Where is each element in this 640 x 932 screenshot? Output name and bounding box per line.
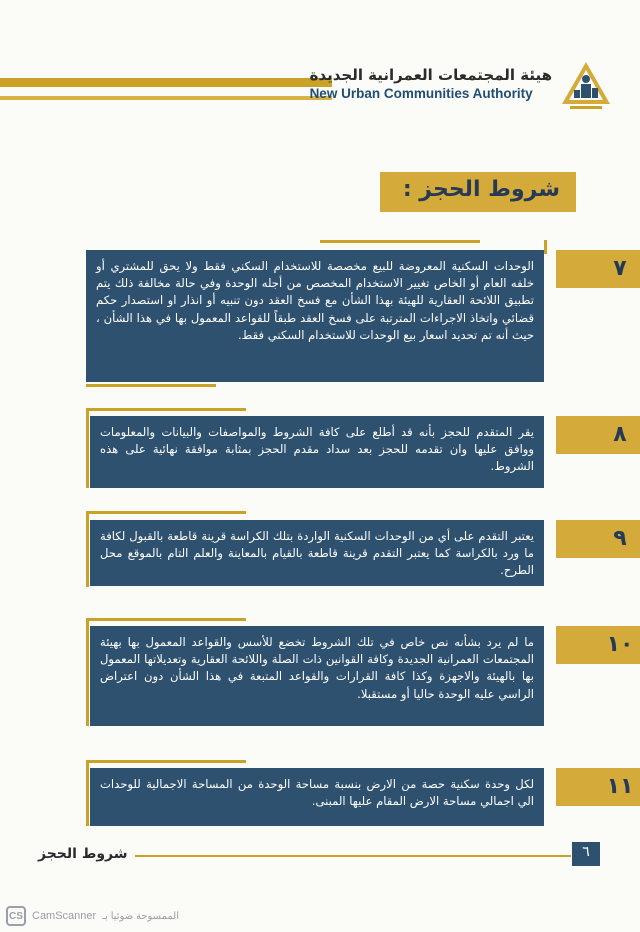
condition-number: ٧ [613, 256, 627, 281]
card-accent-line [86, 511, 246, 514]
condition-card-11 [90, 768, 544, 826]
condition-text: يعتبر التقدم على أي من الوحدات السكنية الواردة بتلك الكراسة قرينة قاطعة بالقبول لكافة ما ورد بالكراسة كما يعتبر التقدم قرينة قاطعة بالقيام بالمعاينة والعلم التام بالموقع محل الطرح. [100, 529, 534, 578]
watermark-app-name: CamScanner [32, 910, 97, 922]
footer-label: شروط الحجز [38, 846, 128, 862]
nuca-logo-icon [560, 60, 612, 114]
header-rule-thick [0, 78, 332, 87]
card-accent-line [86, 760, 246, 763]
footer-rule [135, 855, 571, 857]
condition-number: ١٠ [606, 632, 634, 657]
card-accent-tick [86, 760, 89, 826]
condition-number-tab [556, 520, 640, 558]
camscanner-icon: CS [6, 906, 26, 926]
condition-card-10 [90, 626, 544, 726]
condition-number: ٩ [613, 526, 627, 551]
watermark-scanned-text: الممسوحة ضوئيا بـ [102, 910, 179, 922]
condition-number: ١١ [606, 774, 634, 799]
condition-text: يقر المتقدم للحجز بأنه قد أطلع على كافة الشروط والمواصفات والبيانات والمعلومات ووافق عليها وان تقدمه للحجز بعد سداد مقدم الحجز بمثابة موافقة نهائية على هذه الشروط. [100, 425, 534, 474]
scanner-watermark [6, 906, 179, 926]
brand-block [310, 66, 552, 101]
card-accent-line [86, 408, 246, 411]
condition-card-7 [86, 250, 544, 382]
condition-number-tab [556, 768, 640, 806]
condition-number-tab [556, 626, 640, 664]
condition-text: الوحدات السكنية المعروضة للبيع مخصصة للاستخدام السكني فقط ولا يحق للمشتري أو خلفه العام أو الخاص تغيير الاستخدام المخصص من أجله الوحدة وفي حالة مخالفة ذلك يتم تطبيق اللائحة العقارية للهيئة بهذا الشأن مع فسخ العقد دون تنبيه أو انذار او استصدار حكم قضائي واتخاذ الاجراءات المترتبة على فسخ العقد طبقاً للقواعد المعمول بها في هذا الشأن ، حيث أنه تم تحديد اسعار بيع الوحدات للاستخدام السكني فقط. [96, 259, 534, 342]
card-accent-tick [86, 618, 89, 726]
condition-card-8 [90, 416, 544, 488]
card-accent-line [86, 618, 246, 621]
section-title: شروط الحجز : [380, 172, 576, 212]
page-number: ٦ [572, 842, 600, 866]
card-accent-tick [86, 511, 89, 587]
card-accent-line [86, 384, 216, 387]
header-rule-thin [0, 96, 332, 100]
condition-text: لكل وحدة سكنية حصة من الارض بنسبة مساحة الوحدة من المساحة الاجمالية للوحدات الي اجمالي مساحة الارض المقام عليها المبنى. [100, 777, 534, 809]
card-accent-line [320, 240, 480, 243]
condition-number-tab [556, 416, 640, 454]
condition-card-9 [90, 520, 544, 586]
org-name-ar: هيئة المجتمعات العمرانية الجديدة [309, 66, 552, 84]
condition-number: ٨ [613, 422, 627, 447]
card-accent-tick [544, 240, 547, 254]
condition-number-tab [556, 250, 640, 288]
condition-text: ما لم يرد بشأنه نص خاص في تلك الشروط تخضع للأسس والقواعد المعمول بها بهيئة المجتمعات العمرانية الجديدة وكافة القوانين ذات الصلة واللائحة العقارية وتعديلاتها المعمول بها بالهيئة والاجهزة وكذا كافة القرارات والقواعد المتبعة في هذا الشأن دون اعتراض الراسي عليه الوحدة حاليا أو مستقبلا. [100, 635, 534, 701]
card-accent-tick [86, 408, 89, 488]
org-name-en: New Urban Communities Authority [309, 86, 533, 101]
